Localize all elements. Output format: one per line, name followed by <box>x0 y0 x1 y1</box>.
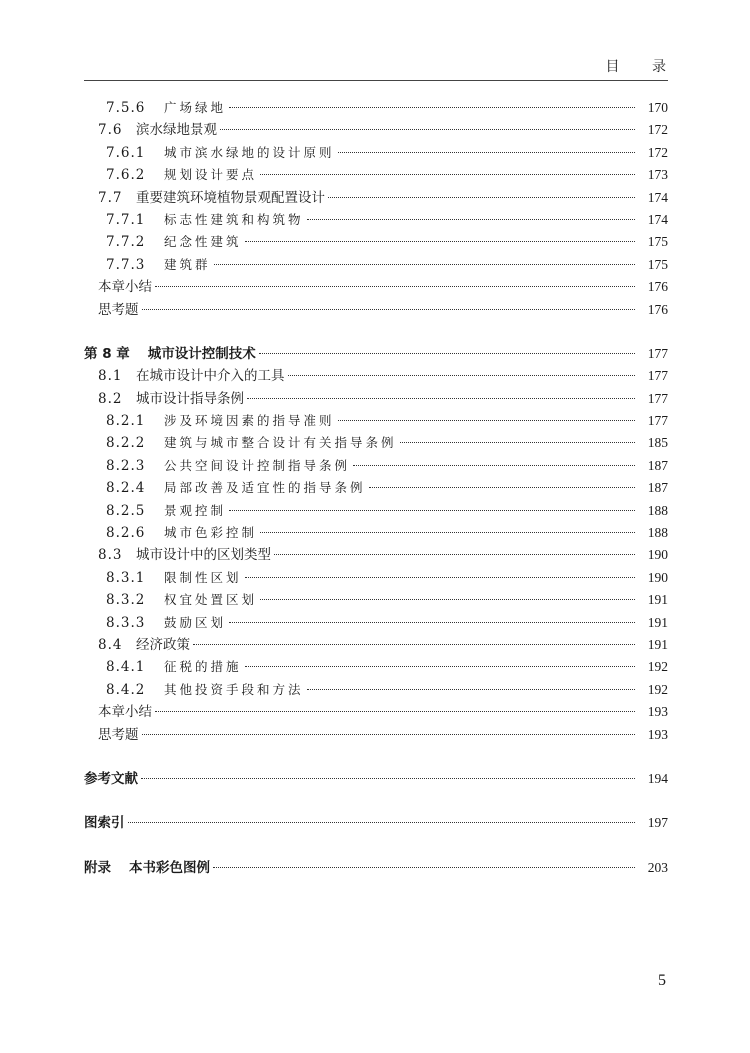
section-gap <box>84 746 668 768</box>
toc-entry-number: 8.4.2 <box>106 681 146 698</box>
toc-entry-page: 194 <box>647 770 668 786</box>
toc-entry[interactable] <box>84 812 668 834</box>
toc-entry[interactable] <box>84 187 668 209</box>
toc-entry-page: 174 <box>647 189 668 205</box>
dot-leader <box>288 375 636 376</box>
toc-entry-page: 203 <box>647 859 668 875</box>
toc-entry-number: 8.2 <box>98 390 123 407</box>
toc-entry-page: 172 <box>647 144 668 160</box>
toc-entry-number: 7.5.6 <box>106 100 146 116</box>
toc-entry-number: 7.7 <box>98 189 123 206</box>
toc-entry-title: 建筑与城市整合设计有关指导条例 <box>164 435 397 451</box>
toc-entry[interactable] <box>84 589 668 611</box>
toc-entry-title: 鼓励区划 <box>164 614 227 630</box>
toc-entry-title: 滨水绿地景观 <box>136 122 217 139</box>
toc-entry-page: 185 <box>647 435 668 451</box>
toc-entry-title: 本章小结 <box>98 279 152 296</box>
dot-leader <box>245 241 635 242</box>
section-gap <box>84 835 668 857</box>
toc-entry-page: 170 <box>647 100 668 115</box>
toc-entry-number: 7.6.2 <box>106 167 146 184</box>
toc-entry-number: 8.4 <box>98 636 123 653</box>
toc-entry-title: 城市设计控制技术 <box>147 345 256 362</box>
dot-leader <box>260 599 635 600</box>
toc-entry-title: 征税的措施 <box>164 659 242 675</box>
toc-entry-number: 第 8 章 <box>84 345 130 362</box>
toc-entry-title: 本书彩色图例 <box>129 859 210 876</box>
toc-entry-number: 8.2.4 <box>106 480 146 497</box>
toc-entry-page: 172 <box>647 122 668 138</box>
toc-entry-page: 173 <box>647 167 668 183</box>
toc-entry-title: 权宜处置区划 <box>164 592 258 608</box>
dot-leader <box>274 554 635 555</box>
toc-entry[interactable] <box>84 679 668 701</box>
toc-entry-title: 公共空间设计控制指导条例 <box>164 457 351 473</box>
dot-leader <box>155 286 635 287</box>
page-number: 5 <box>658 972 666 989</box>
toc-entry-title: 在城市设计中介入的工具 <box>136 368 285 385</box>
toc-entry-page: 177 <box>647 368 668 384</box>
toc-entry-page: 188 <box>647 502 668 518</box>
toc-entry-page: 193 <box>647 704 668 720</box>
toc-entry-number: 8.1 <box>98 368 123 385</box>
toc-entry[interactable] <box>84 365 668 387</box>
toc-entry[interactable] <box>84 299 668 321</box>
toc-entry-number: 8.4.1 <box>106 659 146 676</box>
toc-entry-page: 191 <box>647 636 668 652</box>
dot-leader <box>229 107 635 108</box>
toc-entry-title: 建筑群 <box>164 256 211 272</box>
toc-entry-page: 192 <box>647 659 668 675</box>
toc-entry-page: 187 <box>647 480 668 496</box>
dot-leader <box>247 398 635 399</box>
toc-entry-title: 规划设计要点 <box>164 167 258 183</box>
dot-leader <box>128 822 636 823</box>
dot-leader <box>338 152 635 153</box>
toc-entry[interactable] <box>84 254 668 276</box>
toc-entry[interactable] <box>84 567 668 589</box>
toc-entry-number: 附录 <box>84 859 111 876</box>
toc-entry-title: 图索引 <box>84 815 125 832</box>
toc-entry-page: 192 <box>647 681 668 697</box>
toc-entry[interactable] <box>84 432 668 454</box>
toc-entry[interactable] <box>84 231 668 253</box>
toc-entry-number: 8.3.2 <box>106 592 146 609</box>
toc-entry[interactable] <box>84 724 668 746</box>
toc-entry-page: 190 <box>647 569 668 585</box>
toc-entry-number: 8.2.5 <box>106 502 146 519</box>
toc-entry-page: 191 <box>647 592 668 608</box>
dot-leader <box>193 644 635 645</box>
toc-entry-title: 景观控制 <box>164 502 227 518</box>
dot-leader <box>260 532 635 533</box>
toc-entry-title: 思考题 <box>98 726 139 743</box>
toc-entry-title: 本章小结 <box>98 704 152 721</box>
toc-entry[interactable] <box>84 142 668 164</box>
dot-leader <box>307 689 635 690</box>
toc-entry-page: 190 <box>647 547 668 563</box>
toc-entry-page: 177 <box>647 345 668 361</box>
toc-entry-title: 城市滨水绿地的设计原则 <box>164 144 335 160</box>
toc-entry-title: 涉及环境因素的指导准则 <box>164 413 335 429</box>
toc-entry-number: 8.3 <box>98 547 123 564</box>
toc-entry-number: 8.2.1 <box>106 413 146 430</box>
toc-entry-title: 经济政策 <box>136 636 190 653</box>
toc-entry-title: 广场绿地 <box>164 100 227 115</box>
toc-entry-page: 188 <box>647 525 668 541</box>
toc-entry-title: 重要建筑环境植物景观配置设计 <box>136 189 325 206</box>
toc-entry[interactable] <box>84 276 668 298</box>
dot-leader <box>260 174 635 175</box>
toc-entry[interactable] <box>84 97 668 119</box>
section-gap <box>84 321 668 343</box>
toc-entry[interactable] <box>84 656 668 678</box>
dot-leader <box>141 778 635 779</box>
dot-leader <box>220 129 635 130</box>
toc-entry[interactable] <box>84 701 668 723</box>
toc-entry-page: 193 <box>647 726 668 742</box>
section-gap <box>84 790 668 812</box>
toc-entry-number: 7.7.2 <box>106 234 146 251</box>
toc-entry-page: 176 <box>647 279 668 295</box>
toc-entry-title: 思考题 <box>98 301 139 318</box>
toc-entry[interactable] <box>84 612 668 634</box>
toc-entry-title: 标志性建筑和构筑物 <box>164 211 304 227</box>
toc-entry-title: 城市设计中的区划类型 <box>136 547 271 564</box>
toc-entry-number: 8.2.6 <box>106 525 146 542</box>
dot-leader <box>369 487 635 488</box>
toc-entry-title: 城市色彩控制 <box>164 525 258 541</box>
toc-entry[interactable] <box>84 477 668 499</box>
page-header <box>84 54 680 81</box>
toc-entry-page: 187 <box>647 457 668 473</box>
dot-leader <box>214 264 635 265</box>
toc-entry-page: 175 <box>647 234 668 250</box>
toc-entry[interactable] <box>84 634 668 656</box>
toc-entry-page: 176 <box>647 301 668 317</box>
toc-entry[interactable] <box>84 768 668 790</box>
toc-entry[interactable] <box>84 522 668 544</box>
dot-leader <box>142 309 636 310</box>
dot-leader <box>229 510 635 511</box>
toc-entry[interactable] <box>84 164 668 186</box>
toc-entry-number: 8.2.3 <box>106 457 146 474</box>
dot-leader <box>155 711 635 712</box>
toc-entry[interactable] <box>84 857 668 879</box>
dot-leader <box>142 734 636 735</box>
dot-leader <box>229 622 635 623</box>
toc-entry-number: 8.3.1 <box>106 569 146 586</box>
dot-leader <box>353 465 635 466</box>
toc-entry[interactable] <box>84 500 668 522</box>
toc-entry[interactable] <box>84 455 668 477</box>
toc-entry-number: 7.7.3 <box>106 256 146 273</box>
toc-entry-title: 参考文献 <box>84 770 138 787</box>
dot-leader <box>245 577 635 578</box>
dot-leader <box>400 442 635 443</box>
toc-entry[interactable] <box>84 209 668 231</box>
toc-entry-number: 8.2.2 <box>106 435 146 452</box>
toc-entry-page: 175 <box>647 256 668 272</box>
toc-entry[interactable] <box>84 544 668 566</box>
toc-entry[interactable] <box>84 388 668 410</box>
dot-leader <box>245 666 635 667</box>
dot-leader <box>338 420 635 421</box>
toc-entry-page: 174 <box>647 211 668 227</box>
toc-entry-title: 限制性区划 <box>164 569 242 585</box>
dot-leader <box>213 867 635 868</box>
header-title: 目 录 <box>605 59 680 75</box>
toc-entry[interactable] <box>84 343 668 365</box>
toc-entry-title: 纪念性建筑 <box>164 234 242 250</box>
toc-entry-page: 191 <box>647 614 668 630</box>
toc-entry-title: 其他投资手段和方法 <box>164 681 304 697</box>
toc-entry-number: 7.7.1 <box>106 211 146 228</box>
toc-entry-title: 局部改善及适宜性的指导条例 <box>164 480 366 496</box>
toc-entry-page: 197 <box>647 815 668 831</box>
toc-entry-number: 7.6.1 <box>106 144 146 161</box>
dot-leader <box>259 353 635 354</box>
toc-entry-page: 177 <box>647 413 668 429</box>
toc-entry-number: 7.6 <box>98 122 123 139</box>
toc-entry-title: 城市设计指导条例 <box>136 390 244 407</box>
toc-entry-number: 8.3.3 <box>106 614 146 631</box>
toc-entry[interactable] <box>84 410 668 432</box>
toc-entry[interactable] <box>84 119 668 141</box>
table-of-contents <box>84 97 668 879</box>
dot-leader <box>307 219 635 220</box>
toc-entry-page: 177 <box>647 390 668 406</box>
dot-leader <box>328 197 635 198</box>
